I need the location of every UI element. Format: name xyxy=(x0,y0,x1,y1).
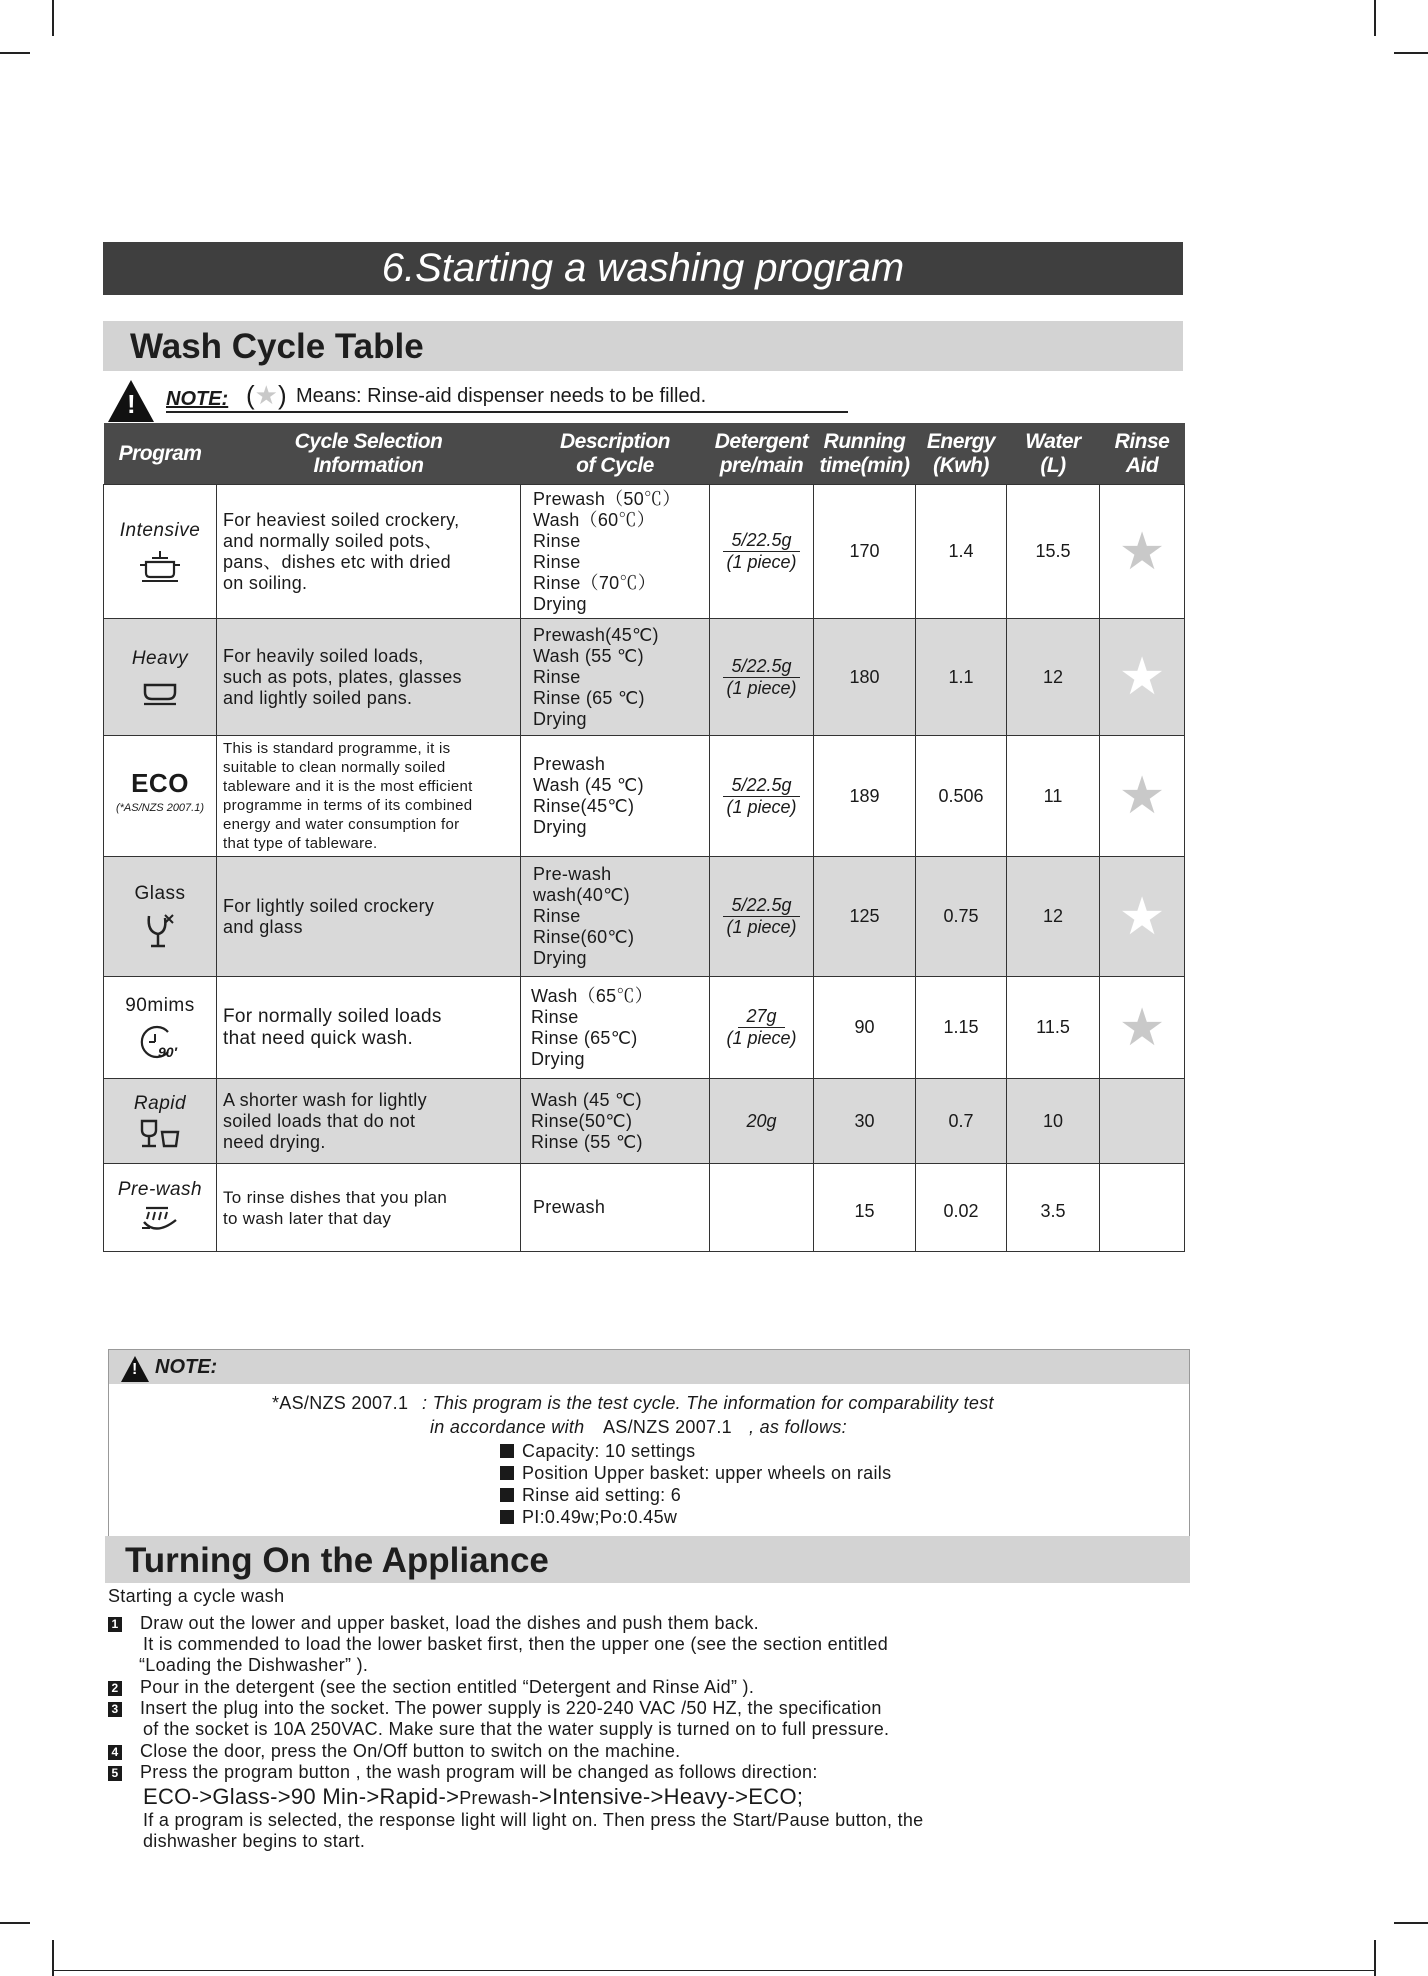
detergent-pieces: (1 piece) xyxy=(726,917,797,937)
table-row xyxy=(104,485,1185,619)
info-line: tableware and it is the most efficient xyxy=(223,778,473,795)
detergent-cell xyxy=(710,977,814,1079)
step-number: 2 xyxy=(108,1681,122,1696)
section-title: Wash Cycle Table xyxy=(130,327,424,366)
rinse-aid-note xyxy=(108,380,848,419)
desc-line: Prewash xyxy=(533,754,606,774)
detergent-amount: 5/22.5g xyxy=(723,656,799,678)
step-number: 1 xyxy=(108,1617,122,1632)
bottom-rule xyxy=(52,1970,1374,1971)
desc-line: Wash (55 ℃) xyxy=(533,645,644,666)
turning-on-subtitle: Starting a cycle wash xyxy=(108,1586,285,1606)
info-line: For heavily soiled loads, xyxy=(223,645,424,666)
bullet-item: Rinse aid setting: 6 xyxy=(500,1485,681,1506)
bullet-icon xyxy=(500,1444,514,1458)
note-text: Means: Rinse-aid dispenser needs to be filled. xyxy=(296,385,707,407)
info-line: on soiling. xyxy=(223,572,308,593)
program-cell xyxy=(104,1164,217,1252)
note-label: NOTE: xyxy=(155,1356,218,1378)
desc-line: Wash（60℃） xyxy=(533,509,656,530)
info-line: This is standard programme, it is xyxy=(223,740,451,757)
desc-line: Prewash(45℃) xyxy=(533,624,659,645)
info-cell xyxy=(217,736,521,857)
star-legend-icon: (★) xyxy=(246,380,287,410)
info-cell xyxy=(217,485,521,619)
desc-line: Rinse xyxy=(533,906,581,926)
info-line: pans、dishes etc with dried xyxy=(223,551,451,572)
turning-on-header xyxy=(105,1536,1190,1583)
step-2: 2 Pour in the detergent (see the section entitled “Detergent and Rinse Aid” ). xyxy=(108,1677,754,1698)
energy-value: 0.02 xyxy=(916,1164,1007,1252)
crop-mark xyxy=(52,0,54,36)
program-name: Glass xyxy=(134,883,186,904)
desc-line: Rinse xyxy=(533,666,581,687)
desc-line: Drying xyxy=(531,1048,585,1069)
wash-cycle-table xyxy=(103,423,1185,1252)
step-number: 5 xyxy=(108,1766,122,1781)
description-cell xyxy=(521,485,710,619)
program-cell xyxy=(104,736,217,857)
warning-icon: ! xyxy=(121,1356,149,1382)
info-line: programme in terms of its combined xyxy=(223,797,473,814)
step-1-line: It is commended to load the lower basket first, then the upper one (see the section entitled xyxy=(143,1634,889,1654)
warning-icon: ! xyxy=(108,380,154,422)
program-name: Rapid xyxy=(133,1092,187,1114)
table-row xyxy=(104,857,1185,977)
detergent-amount: 20g xyxy=(746,1110,777,1131)
detergent-cell xyxy=(710,485,814,619)
note-header xyxy=(109,1350,1189,1384)
running-time: 189 xyxy=(814,736,916,857)
water-value: 15.5 xyxy=(1007,485,1100,619)
table-row xyxy=(104,977,1185,1079)
standard-ref: *AS/NZS 2007.1 xyxy=(272,1393,409,1413)
table-row xyxy=(104,736,1185,857)
program-name: Heavy xyxy=(131,647,189,669)
energy-value: 0.506 xyxy=(916,736,1007,857)
detergent-pieces: (1 piece) xyxy=(726,677,797,698)
energy-value: 1.1 xyxy=(916,619,1007,736)
desc-line: Rinse (65 ℃) xyxy=(533,687,645,708)
water-value: 11.5 xyxy=(1007,977,1100,1079)
info-line: such as pots, plates, glasses xyxy=(223,666,462,687)
detergent-amount: 5/22.5g xyxy=(723,775,799,797)
col-rinse-aid: Rinse Aid xyxy=(1100,423,1185,485)
rinse-aid-cell xyxy=(1100,485,1185,619)
program-sequence: ECO->Glass->90 Min->Rapid->Prewash->Intensive->Heavy->ECO; xyxy=(143,1784,804,1809)
program-cell xyxy=(104,977,217,1079)
desc-line: Prewash（50℃） xyxy=(533,488,681,509)
col-energy: Energy (Kwh) xyxy=(916,423,1007,485)
crop-mark xyxy=(1374,1940,1376,1976)
bullet-icon xyxy=(500,1466,514,1480)
info-cell xyxy=(217,619,521,736)
col-cycle-info: Cycle Selection Information xyxy=(217,423,521,485)
star-icon: ★ xyxy=(1118,767,1166,825)
info-line: For normally soiled loads xyxy=(223,1005,442,1027)
crop-mark xyxy=(0,52,30,54)
test-cycle-note xyxy=(108,1349,1190,1541)
desc-line: Rinse(50℃) xyxy=(531,1110,633,1131)
water-value: 10 xyxy=(1007,1079,1100,1164)
info-cell xyxy=(217,1079,521,1164)
desc-line: Rinse(60℃) xyxy=(533,927,635,947)
note-line-1: : This program is the test cycle. The information for comparability test xyxy=(422,1393,994,1413)
water-value: 3.5 xyxy=(1007,1164,1100,1252)
detergent-pieces: (1 piece) xyxy=(726,1028,797,1048)
col-water: Water (L) xyxy=(1007,423,1100,485)
description-cell xyxy=(521,619,710,736)
table-row xyxy=(104,619,1185,736)
program-name: 90mims xyxy=(125,995,195,1016)
bowl-icon xyxy=(140,677,180,707)
desc-line: Drying xyxy=(533,817,587,837)
info-line: For lightly soiled crockery xyxy=(223,895,435,916)
crop-mark xyxy=(1394,1922,1428,1924)
step-1-line: “Loading the Dishwasher” ). xyxy=(139,1655,369,1675)
col-detergent: Detergent pre/main xyxy=(710,423,814,485)
desc-line: Wash (45 ℃) xyxy=(533,775,644,795)
detergent-cell xyxy=(710,857,814,977)
energy-value: 1.15 xyxy=(916,977,1007,1079)
note-line-2-std: AS/NZS 2007.1 xyxy=(603,1417,732,1437)
info-line: and normally soiled pots、 xyxy=(223,530,443,551)
final-line: If a program is selected, the response light will light on. Then press the Start/Pause button, the xyxy=(143,1810,924,1830)
info-cell xyxy=(217,1164,521,1252)
bullet-item: PI:0.49w;Po:0.45w xyxy=(500,1507,677,1528)
rinse-aid-cell xyxy=(1100,1079,1185,1164)
note-line-2b: , as follows: xyxy=(749,1417,847,1437)
info-cell xyxy=(217,857,521,977)
info-line: To rinse dishes that you plan xyxy=(223,1187,448,1207)
shower-icon xyxy=(138,1202,182,1236)
detergent-amount: 5/22.5g xyxy=(723,895,799,917)
bullet-icon xyxy=(500,1510,514,1524)
description-cell xyxy=(521,1079,710,1164)
step-number: 4 xyxy=(108,1745,122,1760)
info-line: that need quick wash. xyxy=(223,1027,414,1049)
final-line: dishwasher begins to start. xyxy=(143,1831,366,1851)
step-4: 4 Close the door, press the On/Off button to switch on the machine. xyxy=(108,1741,680,1762)
col-description: Description of Cycle xyxy=(521,423,710,485)
star-icon: ★ xyxy=(1118,998,1166,1057)
description-cell xyxy=(521,857,710,977)
bullet-item: Position Upper basket: upper wheels on rails xyxy=(500,1463,891,1484)
crop-mark xyxy=(1374,0,1376,36)
info-line: and glass xyxy=(223,916,303,937)
info-line: need drying. xyxy=(223,1131,326,1152)
program-cell xyxy=(104,1079,217,1164)
bullet-icon xyxy=(500,1488,514,1502)
program-note: (*AS/NZS 2007.1) xyxy=(115,802,205,814)
table-row xyxy=(104,1079,1185,1164)
note-underline xyxy=(166,411,848,413)
info-line: that type of tableware. xyxy=(223,835,378,852)
crop-mark xyxy=(1394,52,1428,54)
clock-90-icon xyxy=(138,1024,182,1060)
detergent-cell xyxy=(710,1164,814,1252)
program-cell xyxy=(104,619,217,736)
rinse-aid-cell xyxy=(1100,857,1185,977)
note-label: NOTE: xyxy=(166,388,229,410)
glass-cup-icon xyxy=(138,1118,182,1150)
col-program: Program xyxy=(104,423,217,485)
chapter-title: 6.Starting a washing program xyxy=(103,242,1183,295)
star-icon: ★ xyxy=(1118,522,1166,581)
rinse-aid-cell xyxy=(1100,736,1185,857)
info-line: suitable to clean normally soiled xyxy=(223,759,446,776)
program-name: Intensive xyxy=(119,520,201,541)
description-cell xyxy=(521,977,710,1079)
rinse-aid-cell xyxy=(1100,619,1185,736)
info-line: and lightly soiled pans. xyxy=(223,687,413,708)
running-time: 30 xyxy=(814,1079,916,1164)
desc-line: Wash（65℃） xyxy=(531,985,654,1006)
clock-label: 90′ xyxy=(158,1044,177,1060)
star-icon: ★ xyxy=(1118,887,1166,946)
running-time: 180 xyxy=(814,619,916,736)
program-cell xyxy=(104,485,217,619)
step-5: 5 Press the program button , the wash program will be changed as follows direction: xyxy=(108,1762,818,1783)
info-line: energy and water consumption for xyxy=(223,816,460,833)
info-cell xyxy=(217,977,521,1079)
info-line: soiled loads that do not xyxy=(223,1110,416,1131)
desc-line: Rinse(45℃) xyxy=(533,796,635,816)
detergent-amount: 5/22.5g xyxy=(723,530,799,552)
desc-line: Prewash xyxy=(533,1197,606,1217)
energy-value: 0.7 xyxy=(916,1079,1007,1164)
program-name: Pre-wash xyxy=(117,1179,203,1200)
detergent-cell xyxy=(710,619,814,736)
wash-cycle-header xyxy=(103,321,1183,371)
running-time: 90 xyxy=(814,977,916,1079)
desc-line: Wash (45 ℃) xyxy=(531,1089,642,1110)
water-value: 11 xyxy=(1007,736,1100,857)
glass-icon xyxy=(143,912,177,950)
detergent-pieces: (1 piece) xyxy=(726,796,797,817)
desc-line: Drying xyxy=(533,708,587,729)
step-3-line: of the socket is 10A 250VAC. Make sure that the water supply is turned on to full pressure. xyxy=(143,1719,890,1739)
table-row xyxy=(104,1164,1185,1252)
star-icon: ★ xyxy=(1118,648,1166,706)
crop-mark xyxy=(0,1922,30,1924)
rinse-aid-cell xyxy=(1100,977,1185,1079)
desc-line: Rinse（70℃） xyxy=(533,572,657,593)
detergent-cell xyxy=(710,1079,814,1164)
step-number: 3 xyxy=(108,1702,122,1717)
program-name: ECO xyxy=(131,768,189,798)
desc-line: Rinse (55 ℃) xyxy=(531,1131,643,1152)
running-time: 170 xyxy=(814,485,916,619)
info-line: A shorter wash for lightly xyxy=(223,1089,427,1110)
pot-icon xyxy=(138,549,182,583)
rinse-aid-cell xyxy=(1100,1164,1185,1252)
water-value: 12 xyxy=(1007,857,1100,977)
program-cell xyxy=(104,857,217,977)
detergent-cell xyxy=(710,736,814,857)
step-3: 3 Insert the plug into the socket. The power supply is 220-240 VAC /50 HZ, the specification xyxy=(108,1698,882,1719)
detergent-amount: 27g xyxy=(738,1006,784,1028)
step-1: 1 Draw out the lower and upper basket, load the dishes and push them back. xyxy=(108,1613,759,1634)
desc-line: Pre-wash xyxy=(533,864,612,884)
desc-line: wash(40℃) xyxy=(533,885,630,905)
table-header-row xyxy=(104,423,1185,485)
col-running: Running time(min) xyxy=(814,423,916,485)
desc-line: Rinse xyxy=(533,551,581,572)
energy-value: 0.75 xyxy=(916,857,1007,977)
desc-line: Drying xyxy=(533,593,587,614)
detergent-pieces: (1 piece) xyxy=(726,552,797,572)
desc-line: Rinse (65℃) xyxy=(531,1027,638,1048)
desc-line: Rinse xyxy=(531,1006,579,1027)
section-title: Turning On the Appliance xyxy=(125,1541,549,1580)
water-value: 12 xyxy=(1007,619,1100,736)
energy-value: 1.4 xyxy=(916,485,1007,619)
desc-line: Rinse xyxy=(533,530,581,551)
running-time: 15 xyxy=(814,1164,916,1252)
bullet-item: Capacity: 10 settings xyxy=(500,1441,695,1462)
description-cell xyxy=(521,1164,710,1252)
running-time: 125 xyxy=(814,857,916,977)
desc-line: Drying xyxy=(533,948,587,968)
info-line: to wash later that day xyxy=(223,1208,392,1228)
info-line: For heaviest soiled crockery, xyxy=(223,509,460,530)
note-line-2a: in accordance with xyxy=(430,1417,585,1437)
description-cell xyxy=(521,736,710,857)
